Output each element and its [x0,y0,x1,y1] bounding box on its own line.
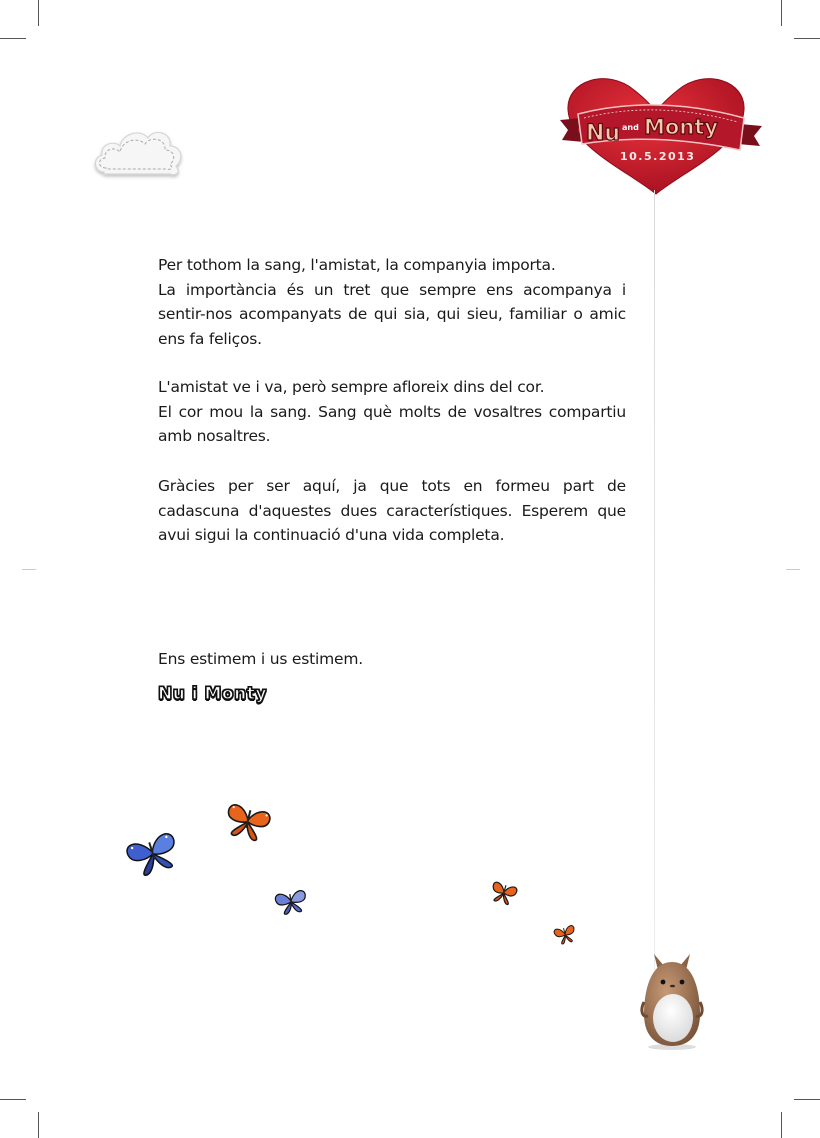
letter-signature: Nu i Monty [158,684,267,704]
crop-mark [781,0,782,26]
crop-mark [0,1099,26,1100]
logo-date: 10.5.2013 [620,150,696,163]
logo-name-right: Monty [644,115,719,139]
crop-mark [38,1112,39,1138]
letter-line: ens fa feliços. [158,329,262,348]
crop-mark [38,0,39,26]
letter-line: Per tothom la sang, l'amistat, la companyia importa. [158,256,556,274]
letter-closing: Ens estimem i us estimem. [158,650,363,668]
butterfly-icon [272,886,310,916]
letter-line: Gràcies per ser aquí, ja que tots en formeu part de [158,477,626,495]
butterfly-icon [222,798,274,842]
letter-line: sentir-nos acompanyats de qui sia, qui sieu, familiar o amic [158,305,626,323]
logo-name-left: Nu [586,121,621,146]
letter-line: La importància és un tret que sempre ens acompanya i [158,280,626,299]
letter-line: cadascuna d'aquestes dues característiques. Esperem que [158,501,626,520]
crop-mark [0,38,26,39]
letter-line: avui sigui la continuació d'una vida completa. [158,526,505,544]
letter-paragraph-2 [158,375,626,449]
hanging-string [654,190,655,980]
letter-paragraph-3 [158,474,626,548]
crop-mark [794,38,820,39]
crop-mark [22,569,36,570]
totoro-figure-icon [636,952,708,1052]
heart-logo [556,72,766,198]
logo-name-and: and [622,123,639,132]
letter-line: amb nosaltres. [158,427,271,445]
butterfly-icon [124,826,180,876]
butterfly-icon [488,878,520,906]
cloud-icon [90,122,186,180]
crop-mark [794,1099,820,1100]
letter-line: L'amistat ve i va, però sempre afloreix dins del cor. [158,378,545,396]
letter-line: El cor mou la sang. Sang què molts de vosaltres compartiu [158,402,626,421]
crop-mark [781,1112,782,1138]
crop-mark [786,569,800,570]
letter-paragraph-1 [158,253,626,351]
butterfly-icon [552,922,578,946]
